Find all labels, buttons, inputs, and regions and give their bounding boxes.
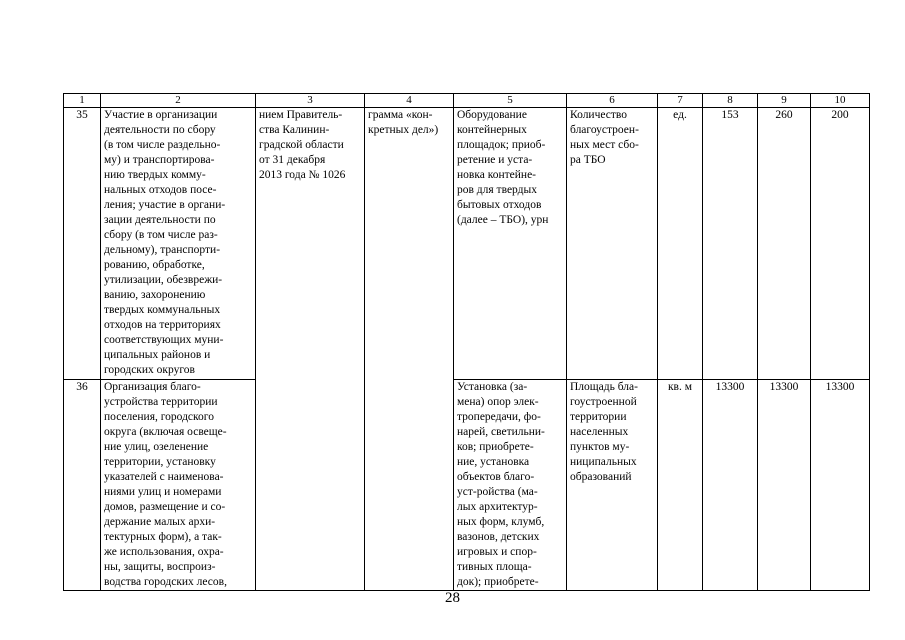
indicator-name: Количество благоустроен- ных мест сбо- ра ТБО [567, 108, 658, 380]
value-cell: 153 [703, 108, 758, 380]
value-cell: 13300 [758, 380, 811, 591]
page-number: 28 [445, 590, 460, 606]
column-header: 6 [567, 94, 658, 108]
measure-description: Оборудование контейнерных площадок; приоб- ретение и уста- новка контейне- ров для твердых бытовых отходов (далее – ТБО), урн [454, 108, 567, 380]
document-table [63, 93, 870, 591]
column-header: 5 [454, 94, 567, 108]
activity-description: Участие в организации деятельности по сбору (в том числе раздельно- му) и транспортирова- нию твердых комму- нальных отходов посе- ления; участие в органи- зации деятельности по сбору (в том числе раз- дельному), транспорти- рованию, обработке, утилизации, обезврежи- ванию, захоронению твердых коммунальных отходов на территориях соответствующих муни- ципальных районов и городских округов [101, 108, 256, 380]
table-row [64, 108, 870, 380]
unit-of-measure: кв. м [658, 380, 703, 591]
program-name: грамма «кон- кретных дел») [365, 108, 454, 591]
column-header: 1 [64, 94, 101, 108]
value-cell: 13300 [703, 380, 758, 591]
indicator-name: Площадь бла- гоустроенной территории населенных пунктов му- ниципальных образований [567, 380, 658, 591]
row-number: 36 [64, 380, 101, 591]
column-number-header [64, 94, 870, 108]
unit-of-measure: ед. [658, 108, 703, 380]
column-header: 4 [365, 94, 454, 108]
column-header: 3 [256, 94, 365, 108]
activity-description: Организация благо- устройства территории поселения, городского округа (включая освеще- ние улиц, озеленение территории, установку указателей с наименова- ниями улиц и номерами домов, размещение и со- держание малых архи- тектурных форм), а так- же использования, охра- ны, защиты, воспроиз- водства городских лесов, [101, 380, 256, 591]
row-number: 35 [64, 108, 101, 380]
table-row [64, 380, 870, 591]
value-cell: 13300 [811, 380, 870, 591]
value-cell: 200 [811, 108, 870, 380]
column-header: 10 [811, 94, 870, 108]
value-cell: 260 [758, 108, 811, 380]
column-header: 2 [101, 94, 256, 108]
column-header: 8 [703, 94, 758, 108]
legal-basis: нием Правитель- ства Калинин- градской области от 31 декабря 2013 года № 1026 [256, 108, 365, 591]
column-header: 7 [658, 94, 703, 108]
measure-description: Установка (за- мена) опор элек- тропередачи, фо- нарей, светильни- ков; приобрете- ние, установка объектов благо- уст-ройства (ма- лых архитектур- ных форм, клумб, вазонов, детских игровых и спор- тивных площа- док); приобрете- [454, 380, 567, 591]
column-header: 9 [758, 94, 811, 108]
